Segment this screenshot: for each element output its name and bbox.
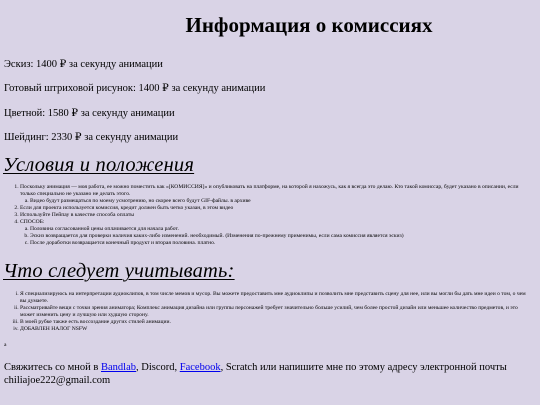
list-item: c. После доработки возвращается конечный продукт и вторая половина. платно.: [30, 240, 530, 247]
list-item: a. Видео будут размещаться по моему усмотрению, но скорее всего будут GIF-файлы. в архиве: [30, 198, 530, 205]
page-title: Информация о комиссиях: [185, 13, 433, 37]
considerations-heading: Что следует учитывать:: [3, 260, 235, 282]
price-shading: Шейдинг: 2330 ₽ за секунду анимации: [4, 132, 179, 143]
contact-sep: , Discord,: [136, 362, 180, 373]
list-item: ii. Рассматривайте вещи с точки зрения аниматора; Комплекс анимация дизайна или группы персонажей требует значительно больше усилий, чем более простой дизайн или меньшее количество предметов, и это может изменить цену и лучшую или худшую сторону.: [20, 305, 530, 319]
price-sketch: Эскиз: 1400 ₽ за секунду анимации: [4, 59, 163, 70]
terms-list: [20, 184, 530, 247]
contact-prefix: Свяжитесь со мной в: [4, 362, 101, 373]
list-item: [20, 219, 530, 247]
list-item: a. Половина согласованной цены оплачивается для начала работ.: [30, 226, 530, 233]
stray-text: a: [4, 342, 7, 348]
sub-list: [30, 226, 530, 247]
list-item-text: Поскольку анимация — моя работа, ее можно поместить как «[КОМИССИЯ]» и опубликовать на платформе, на которой я нахожусь, как я всегда это делаю. Кто такой комиссар, будет указано в описании, если только специально не указано не делать этого.: [20, 184, 519, 197]
list-item: iii. В моей рубке также есть воссоздание других стилей анимации.: [20, 319, 530, 326]
list-item: iv. ДОБАВЛЕН НАЛОГ NSFW: [20, 326, 530, 333]
price-color: Цветной: 1580 ₽ за секунду анимации: [4, 108, 175, 119]
considerations-list: [20, 291, 530, 333]
list-item: i. Я специализируюсь на интерпретации аудиоклипов, в том числе мемов и мусор. Вы можете предоставить мне аудиоклипы и позволить мне представить сцену для нее, или вы могли бы дать мне идеи о том, о чем вы думаете.: [20, 291, 530, 305]
contact-paragraph: [4, 361, 520, 387]
bandlab-link[interactable]: Bandlab: [101, 362, 136, 373]
sub-list: [30, 198, 530, 205]
list-item: b. Эскиз возвращается для проверки наличия каких-либо изменений. необходимый. (Изменения по-прежнему применимы, если сама комиссия является эскиз): [30, 233, 530, 240]
terms-heading: Условия и положения: [3, 154, 195, 176]
list-item-text: СПОСОБ:: [20, 219, 45, 225]
list-item: 3. Используйте Пейпау в качестве способа оплаты: [20, 212, 530, 219]
price-lineart: Готовый штриховой рисунок: 1400 ₽ за секунду анимации: [4, 83, 266, 94]
contact-suffix: , Scratch или напишите мне по этому адресу электронной почты chiliajoe222@gmail.com: [4, 362, 507, 386]
list-item: [20, 184, 530, 205]
facebook-link[interactable]: Facebook: [179, 362, 221, 373]
list-item: 2. Если для проекта используется комиссия, кредит должен быть четко указан, в этом видео: [20, 205, 530, 212]
